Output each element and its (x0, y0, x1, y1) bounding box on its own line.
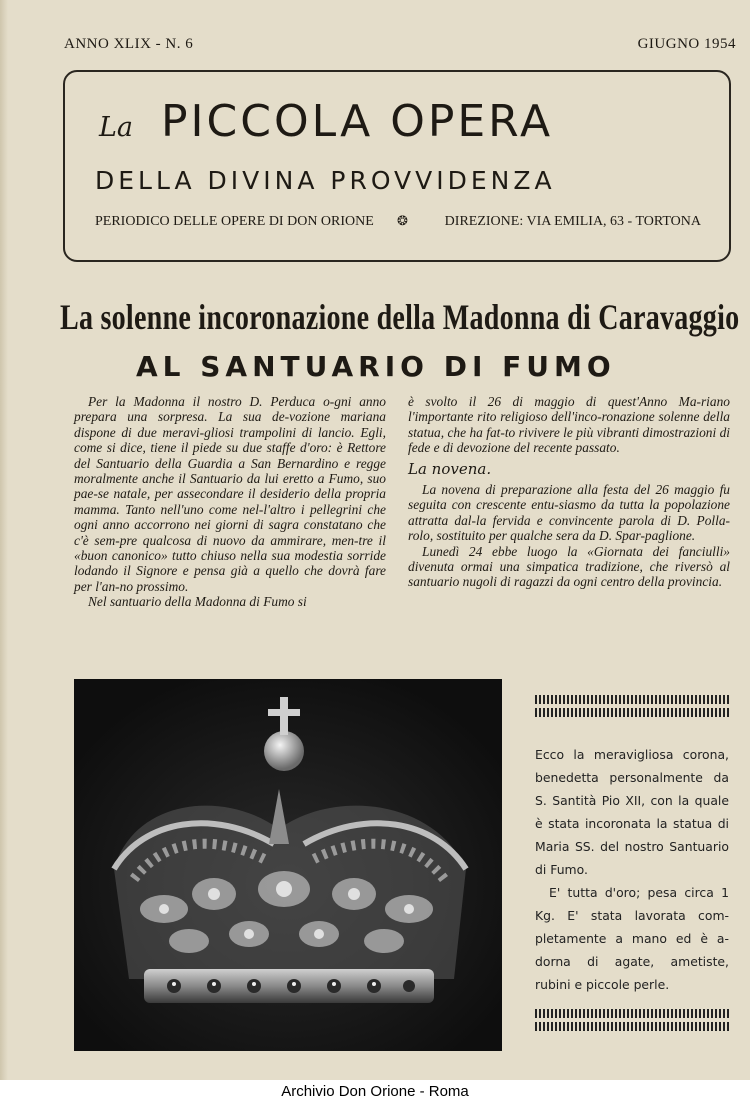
paragraph: Nel santuario della Madonna di Fumo si (88, 594, 307, 610)
crown-illustration (74, 679, 502, 1051)
text-column-left (74, 394, 386, 610)
caption-paragraph: E' tutta d'oro; pesa circa 1 Kg. E' stata lavorata com-pletamente a mano ed è a-dorna di agate, ametiste, rubini e piccole perle. (535, 885, 729, 992)
article-headline: La solenne incoronazione della Madonna di Caravaggio (60, 297, 740, 337)
issue-line (64, 36, 736, 58)
masthead-periodico: PERIODICO DELLE OPERE DI DON ORIONE (95, 214, 374, 229)
ornament-icon: ❂ (397, 214, 408, 229)
decorative-band-bottom (535, 1009, 729, 1031)
issue-number: ANNO XLIX - N. 6 (64, 36, 194, 52)
text-column-right (408, 394, 730, 590)
paragraph: La novena di preparazione alla festa del 26 maggio fu seguita con crescente entu-siasmo da tutta la popolazione attratta dal-la fervida e convincente parola di D. Polla-rolo, sostituito per qualche sera da D. Spar-paglione. (408, 482, 730, 544)
masthead-direzione: DIREZIONE: VIA EMILIA, 63 - TORTONA (444, 214, 701, 229)
section-heading: La novena. (408, 459, 492, 478)
masthead-la: La (99, 112, 134, 143)
paragraph: Per la Madonna il nostro D. Perduca o-gni anno prepara una sorpresa. La sua de-vozione mariana dispone di due meravi-gliosi trampolini di lancio. Egli, come si dice, tiene il piede su due staffe d'oro: è Rettore del Santuario della Guardia a San Bernardino e regge moralmente anche il Santuario da lui eretto a Fumo, suo pae-se natale, per assecondare il desiderio della propria mamma. Tanto nell'uno come nel-l'altro i pellegrini che ogni anno accorrono nei giorni di sagra constatano che c'è sem-pre qualcosa di nuovo da ammirare, men-tre il «buon canonico» tutto chiuso nella sua modestia sorride lodando il Signore e pensa già a quello che dovrà fare per l'an-no prossimo. (74, 394, 386, 594)
paragraph: è svolto il 26 di maggio di quest'Anno Ma-riano l'importante rito religioso dell'inco-ronazione solenne della statua, che ha fat-to rivivere le più vibranti dimostrazioni di fede e di devozione del recente passato. (408, 394, 730, 456)
issue-date: GIUGNO 1954 (637, 36, 736, 52)
decorative-band-top (535, 695, 729, 717)
masthead-title: PICCOLA OPERA (161, 96, 554, 147)
crown-photo (74, 679, 502, 1051)
archive-footer: Archivio Don Orione - Roma (0, 1080, 750, 1104)
masthead-subtitle: DELLA DIVINA PROVVIDENZA (95, 166, 556, 195)
photo-caption (535, 743, 729, 996)
caption-paragraph: Ecco la meravigliosa corona, benedetta personalmente da S. Santità Pio XII, con la quale è stata incoronata la statua di Maria SS. del nostro Santuario di Fumo. (535, 747, 729, 877)
article-subhead: AL SANTUARIO DI FUMO (136, 350, 616, 383)
page-edge-shadow (0, 0, 8, 1080)
masthead (63, 70, 731, 262)
paragraph: Lunedì 24 ebbe luogo la «Giornata dei fanciulli» divenuta ormai una simpatica tradizione, che riversò al santuario nugoli di ragazzi da ogni centro della provincia. (408, 543, 730, 590)
